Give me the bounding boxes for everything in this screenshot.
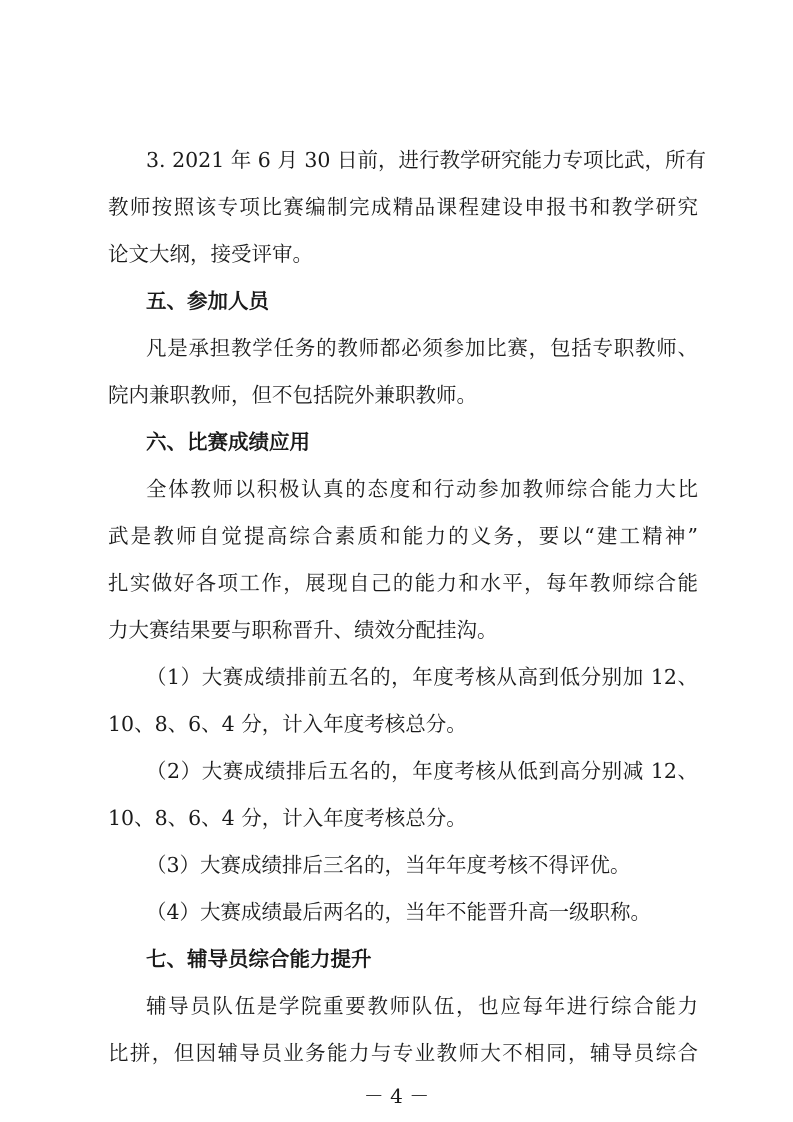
section6-line3: 扎实做好各项工作，展现自己的能力和水平，每年教师综合能: [108, 571, 698, 595]
section6-item2-line2: 10、8、6、4 分，计入年度考核总分。: [108, 806, 467, 830]
section7-line1: 辅导员队伍是学院重要教师队伍，也应每年进行综合能力: [146, 994, 698, 1018]
item3-line2: 教师按照该专项比赛编制完成精品课程建设申报书和教学研究: [108, 195, 698, 219]
section7-heading: 七、辅导员综合能力提升: [146, 947, 372, 971]
section6-item1-line2: 10、8、6、4 分，计入年度考核总分。: [108, 712, 467, 736]
item3-line1: 3. 2021 年 6 月 30 日前，进行教学研究能力专项比武，所有: [146, 148, 706, 172]
section6-item1-line1: （1）大赛成绩排前五名的，年度考核从高到低分别加 12、: [146, 665, 698, 689]
section5-line2: 院内兼职教师，但不包括院外兼职教师。: [108, 383, 477, 407]
section7-line2: 比拼，但因辅导员业务能力与专业教师大不相同，辅导员综合: [108, 1041, 698, 1065]
section5-heading: 五、参加人员: [146, 289, 269, 313]
section6-line2: 武是教师自觉提高综合素质和能力的义务，要以“建工精神”: [108, 524, 698, 548]
section6-item3: （3）大赛成绩排后三名的，当年年度考核不得评优。: [146, 853, 631, 877]
item3-line3: 论文大纲，接受评审。: [108, 242, 313, 266]
section6-line4: 力大赛结果要与职称晋升、绩效分配挂沟。: [108, 618, 498, 642]
page-number: － 4 －: [363, 1084, 430, 1108]
section6-item4: （4）大赛成绩最后两名的，当年不能晋升高一级职称。: [146, 900, 652, 924]
section6-item2-line1: （2）大赛成绩排后五名的，年度考核从低到高分别减 12、: [146, 759, 698, 783]
section6-line1: 全体教师以积极认真的态度和行动参加教师综合能力大比: [146, 477, 698, 501]
section6-heading: 六、比赛成绩应用: [146, 430, 310, 454]
section5-line1: 凡是承担教学任务的教师都必须参加比赛，包括专职教师、: [146, 336, 698, 360]
